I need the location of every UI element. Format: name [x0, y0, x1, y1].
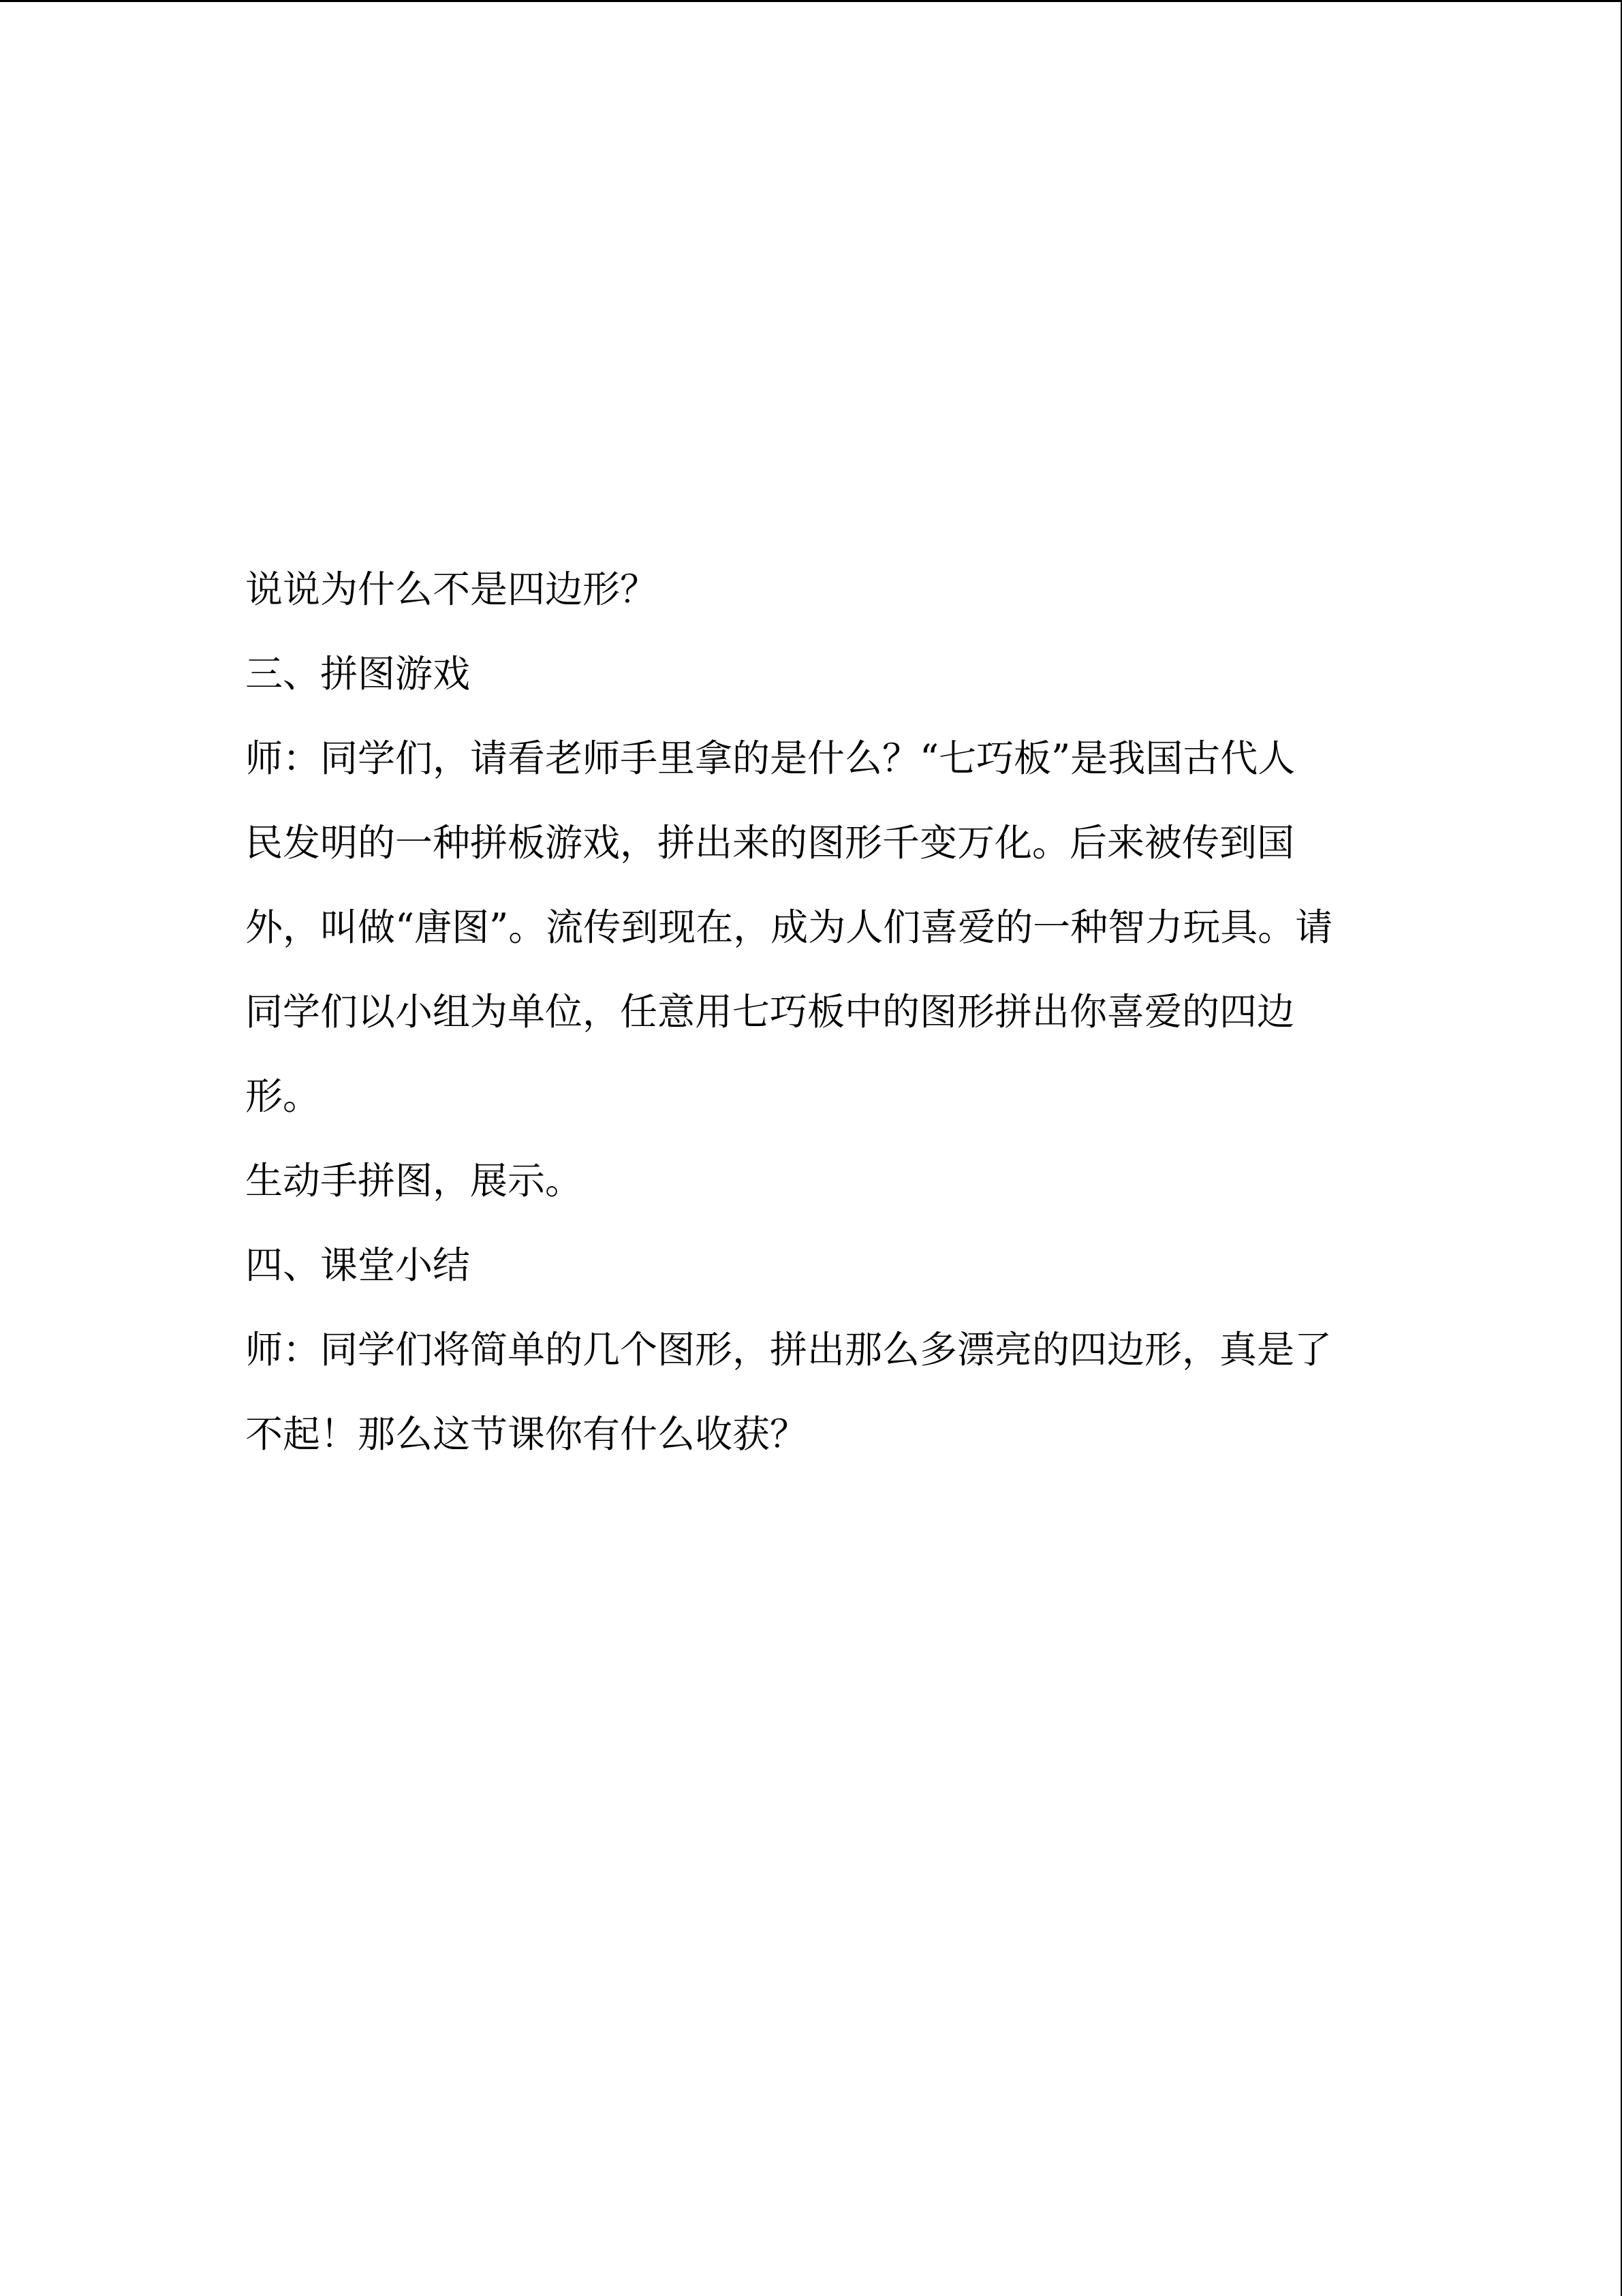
paragraph-line: 形。	[245, 1074, 321, 1118]
section-heading-puzzle-game: 三、拼图游戏	[245, 652, 471, 696]
section-heading-class-summary: 四、课堂小结	[245, 1243, 471, 1287]
paragraph-line: 师：同学们，请看老师手里拿的是什么？“七巧板”是我国古代人	[245, 736, 1296, 780]
paragraph-line: 民发明的一种拼板游戏，拼出来的图形千变万化。后来被传到国	[245, 821, 1295, 865]
document-body	[245, 547, 1390, 1476]
paragraph-line: 同学们以小组为单位，任意用七巧板中的图形拼出你喜爱的四边	[245, 990, 1295, 1034]
paragraph-line: 师：同学们将简单的几个图形，拼出那么多漂亮的四边形，真是了	[245, 1328, 1332, 1371]
paragraph-line: 不起！那么这节课你有什么收获？	[245, 1412, 808, 1456]
paragraph-line: 说说为什么不是四边形？	[245, 568, 658, 611]
paragraph-line: 生动手拼图，展示。	[245, 1159, 583, 1203]
paragraph-line: 外，叫做“唐图”。流传到现在，成为人们喜爱的一种智力玩具。请	[245, 905, 1333, 949]
